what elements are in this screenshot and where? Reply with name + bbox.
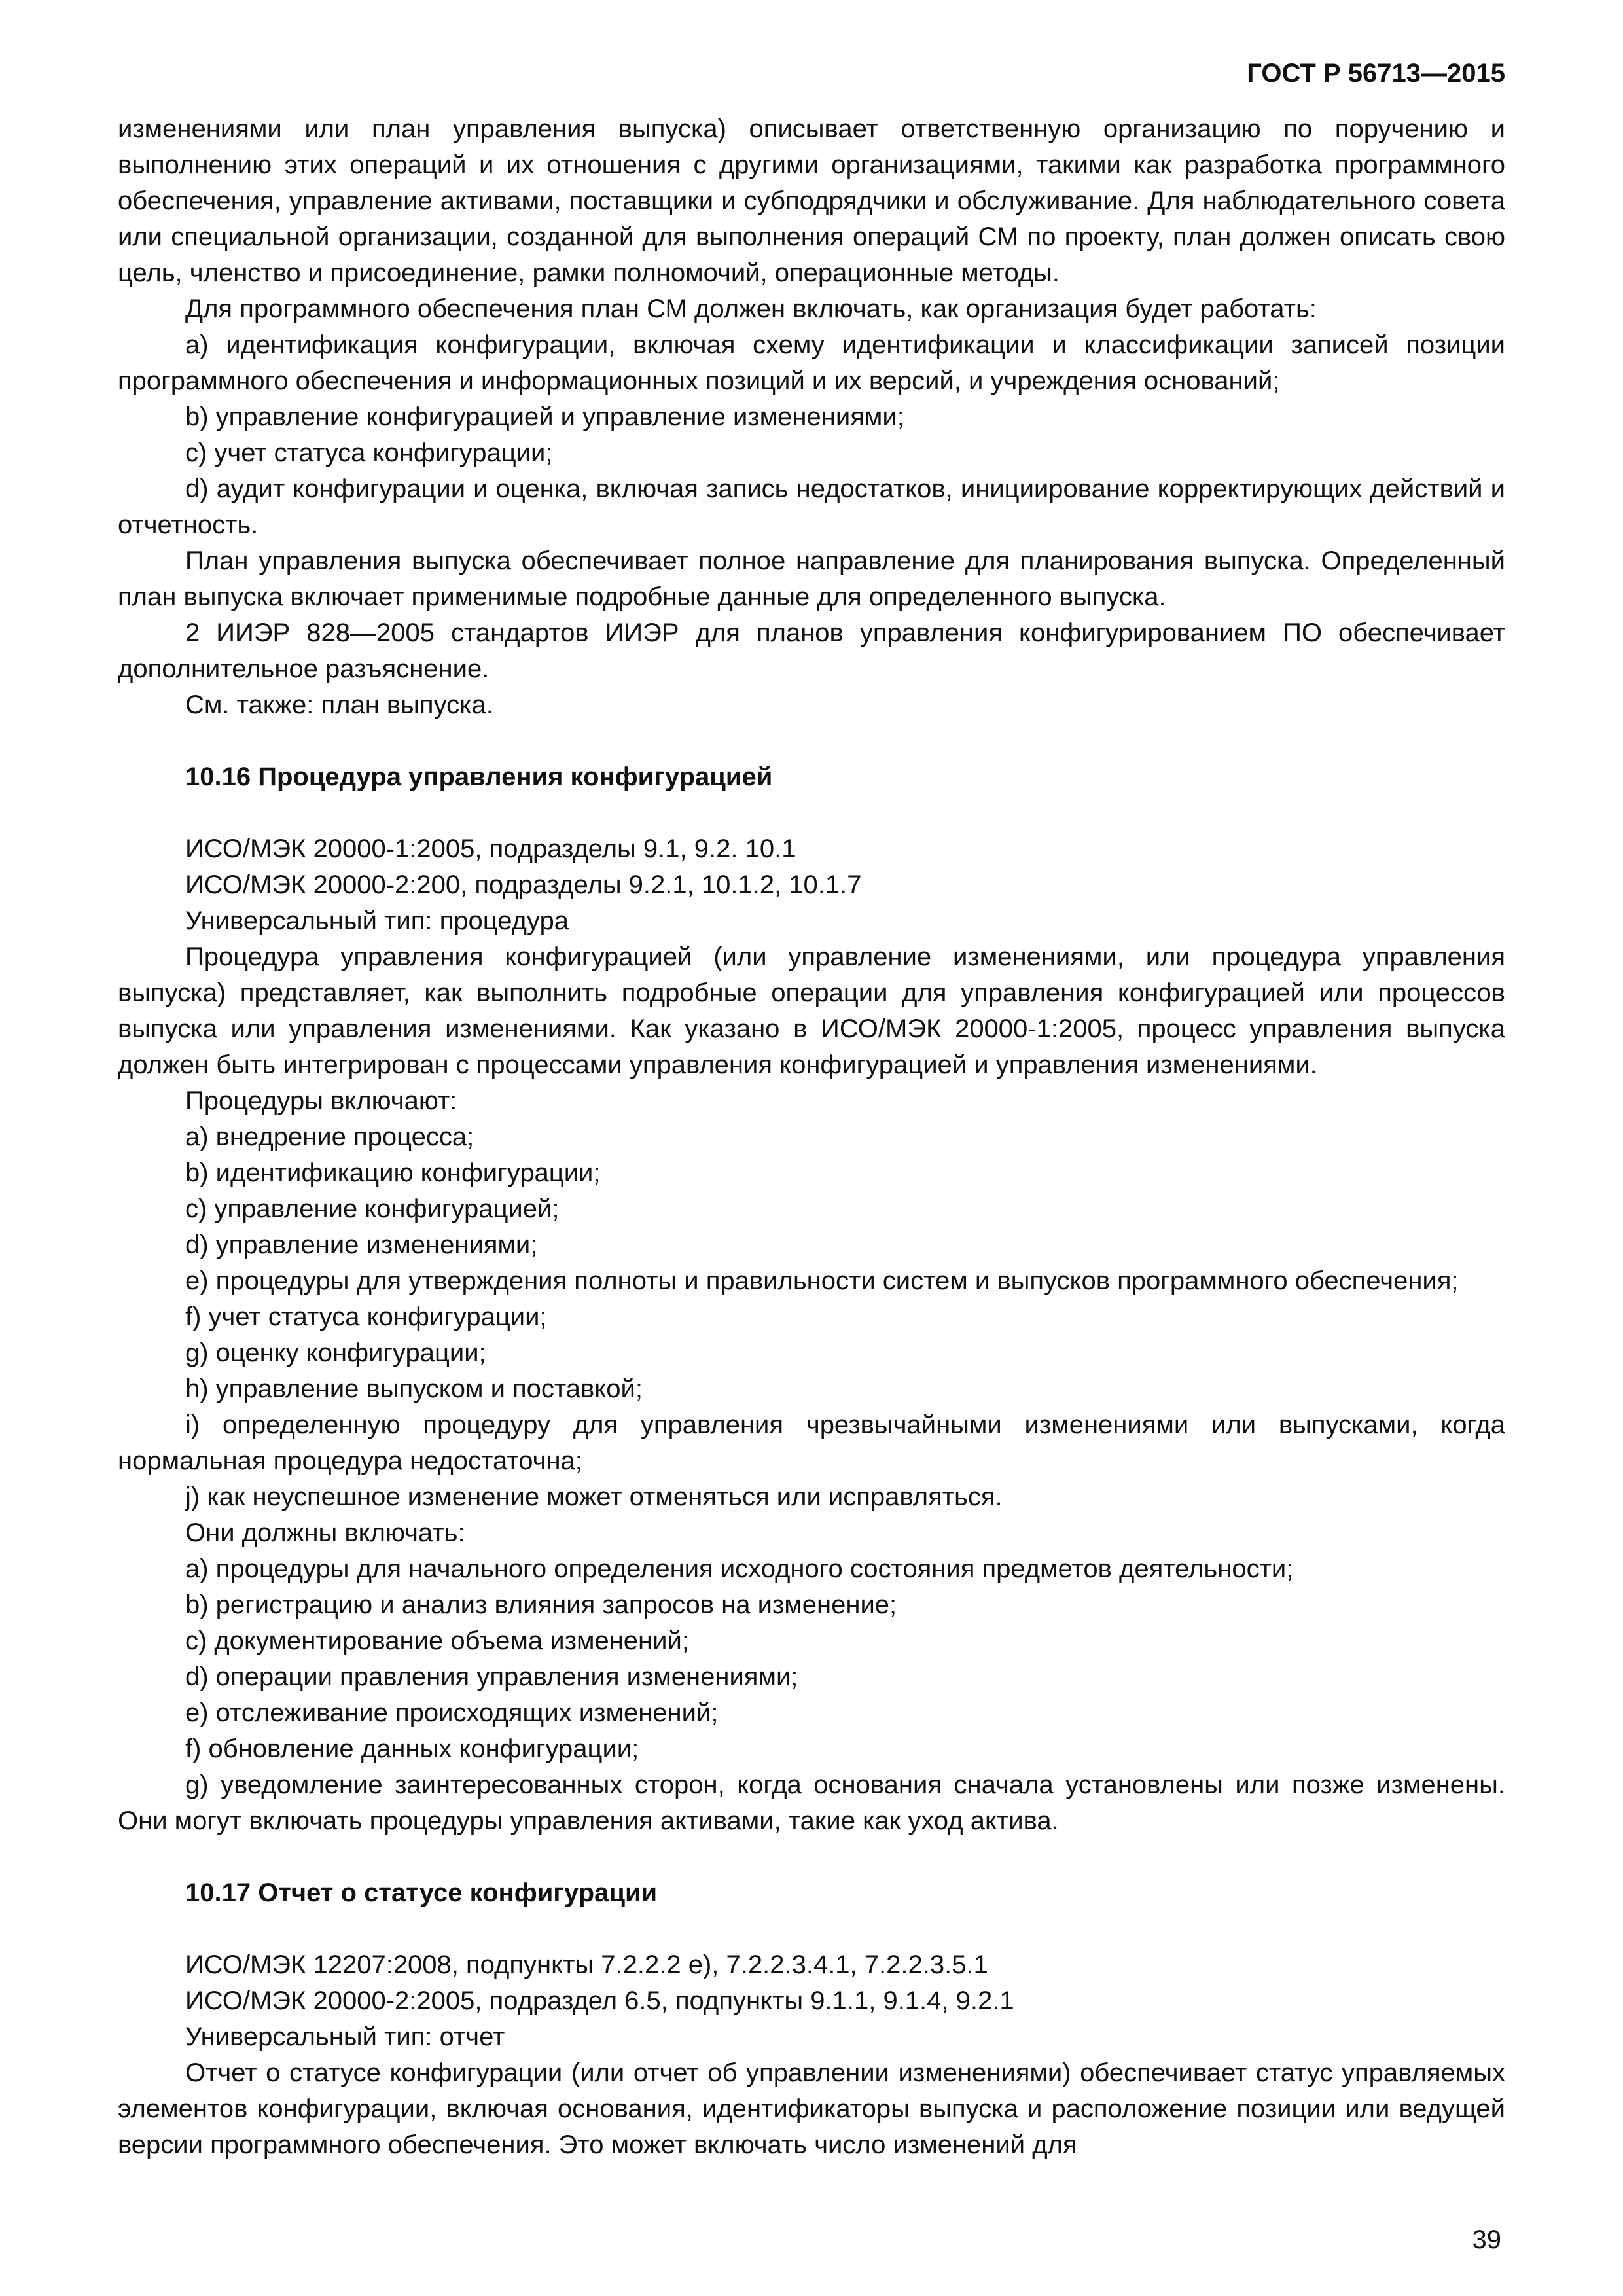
paragraph: Процедура управления конфигурацией (или управление изменениями, или процедура управления выпуска) представляет, как выполнить подробные операции для управления конфигурацией или процессов выпуска или управления изменениями. Как указано в ИСО/МЭК 20000-1:2005, процесс управления выпуска должен быть интегрирован с процессами управления конфигурацией и управления изменениями. [118, 942, 1505, 1079]
paragraph: a) процедуры для начального определения исходного состояния предметов деятельности; [185, 1554, 1294, 1583]
document-code: ГОСТ Р 56713—2015 [1247, 59, 1505, 88]
paragraph: См. также: план выпуска. [185, 691, 493, 719]
paragraph: e) процедуры для утверждения полноты и правильности систем и выпусков программного обеспечения; [185, 1266, 1459, 1295]
page-header [118, 58, 1505, 89]
paragraph: d) управление изменениями; [185, 1230, 538, 1259]
paragraph: b) регистрацию и анализ влияния запросов на изменение; [185, 1590, 897, 1619]
paragraph: e) отслеживание происходящих изменений; [185, 1698, 719, 1727]
paragraph: f) обновление данных конфигурации; [185, 1734, 639, 1763]
paragraph: b) управление конфигурацией и управление изменениями; [185, 403, 904, 431]
paragraph: ИСО/МЭК 20000-2:2005, подраздел 6.5, подпункты 9.1.1, 9.1.4, 9.2.1 [185, 1986, 1014, 2015]
paragraph: a) внедрение процесса; [185, 1122, 474, 1151]
page-footer [1472, 2224, 1502, 2255]
paragraph: 2 ИИЭР 828—2005 стандартов ИИЭР для планов управления конфигурированием ПО обеспечивает дополнительное разъяснение. [118, 619, 1505, 683]
section-heading: 10.17 Отчет о статусе конфигурации [185, 1878, 658, 1907]
paragraph: i) определенную процедуру для управления чрезвычайными изменениями или выпусками, когда нормальная процедура недостаточна; [118, 1410, 1505, 1475]
paragraph: План управления выпуска обеспечивает полное направление для планирования выпуска. Определенный план выпуска включает применимые подробные данные для определенного выпуска. [118, 547, 1505, 611]
paragraph: Универсальный тип: отчет [185, 2022, 505, 2051]
paragraph: g) уведомление заинтересованных сторон, когда основания сначала установлены или позже изменены. Они могут включать процедуры управления активами, такие как уход актива. [118, 1770, 1505, 1835]
paragraph: a) идентификация конфигурации, включая схему идентификации и классификации записей позиции программного обеспечения и информационных позиций и их версий, и учреждения оснований; [118, 331, 1505, 395]
page-number: 39 [1472, 2225, 1501, 2254]
paragraph: Процедуры включают: [185, 1086, 457, 1115]
paragraph: j) как неуспешное изменение может отменяться или исправляться. [185, 1482, 1003, 1511]
paragraph: f) учет статуса конфигурации; [185, 1302, 547, 1331]
document-content [118, 111, 1505, 2163]
paragraph: h) управление выпуском и поставкой; [185, 1374, 643, 1403]
section-heading: 10.16 Процедура управления конфигурацией [185, 762, 773, 791]
paragraph: ИСО/МЭК 12207:2008, подпункты 7.2.2.2 e), 7.2.2.3.4.1, 7.2.2.3.5.1 [185, 1950, 988, 1979]
paragraph: Универсальный тип: процедура [185, 906, 569, 935]
paragraph: b) идентификацию конфигурации; [185, 1158, 601, 1187]
paragraph: c) учет статуса конфигурации; [185, 439, 553, 467]
paragraph: c) управление конфигурацией; [185, 1194, 560, 1223]
paragraph: ИСО/МЭК 20000-1:2005, подразделы 9.1, 9.2. 10.1 [185, 834, 796, 863]
paragraph: Для программного обеспечения план СМ должен включать, как организация будет работать: [185, 295, 1317, 323]
paragraph: d) аудит конфигурации и оценка, включая запись недостатков, инициирование корректирующих действий и отчетность. [118, 475, 1505, 539]
paragraph: Отчет о статусе конфигурации (или отчет об управлении изменениями) обеспечивает статус управляемых элементов конфигурации, включая основания, идентификаторы выпуска и расположение позиции или ведущей версии программного обеспечения. Это может включать число изменений для [118, 2058, 1505, 2159]
paragraph: ИСО/МЭК 20000-2:200, подразделы 9.2.1, 10.1.2, 10.1.7 [185, 870, 862, 899]
paragraph: d) операции правления управления изменениями; [185, 1662, 798, 1691]
paragraph: c) документирование объема изменений; [185, 1626, 689, 1655]
paragraph: изменениями или план управления выпуска) описывает ответственную организацию по поручению и выполнению этих операций и их отношения с другими организациями, такими как разработка программного обеспечения, управление активами, поставщики и субподрядчики и обслуживание. Для наблюдательного совета или специальной организации, созданной для выполнения операций СМ по проекту, план должен описать свою цель, членство и присоединение, рамки полномочий, операционные методы. [118, 115, 1505, 287]
paragraph: Они должны включать: [185, 1518, 465, 1547]
paragraph: g) оценку конфигурации; [185, 1338, 486, 1367]
